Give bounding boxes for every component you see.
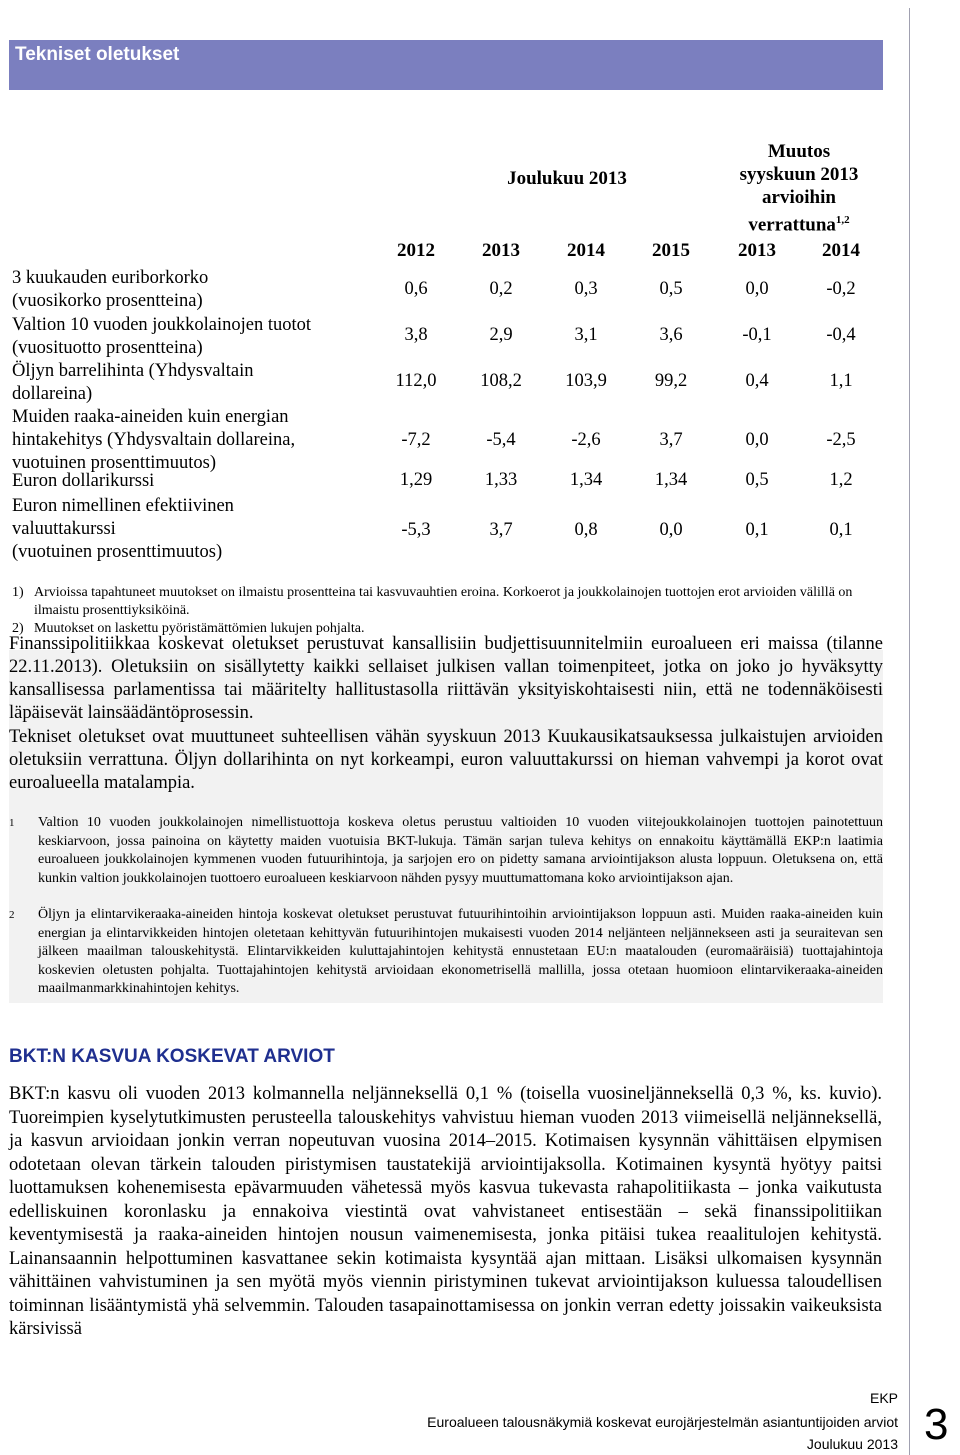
table-cell: -5,3	[401, 520, 431, 540]
table-cell: 2,9	[489, 325, 513, 345]
header-change-line: syyskuun 2013	[739, 164, 859, 185]
year-header: 2014	[822, 240, 860, 261]
table-cell: 99,2	[654, 371, 688, 391]
box-footnote: 2 Öljyn ja elintarvikeraaka-aineiden hintoja koskevat oletukset perustuvat futuurihintoihin arviointijakson loppuun asti. Muiden raaka-aineiden kuin energian ja elintarvikkeiden hintojen oletetaan kehittyvän futuurihintojen mukaisesti vuoden 2014 neljänteen neljännekseen asti ja seuraitevan sen jälkeen maailman talouskehitystä. Elintarvikkeiden kuluttajahintojen kehitystä ennustetaan EU:n maatalouden (euromaäräisiä) tuottajahintoja koskevien oletusten pohjalta. Tuottajahintojen kehitystä arvioidaan ekonometrisellä mallilla, jossa otetaan huomioon elintarvikeraaka-aineiden maailmanmarkkinahintojen kehitys.	[9, 907, 883, 996]
table-cell: 0,0	[745, 430, 769, 450]
box-paragraph: Tekniset oletukset ovat muuttuneet suhteellisen vähän syyskuun 2013 Kuukausikatsauksessa julkaistujen arvioiden oletuksiin verrattuna. Öljyn dollarihinta on nyt korkeampi, euron valuuttakurssi on hieman vahvempi ja korot ovat euroalueella matalampia.	[9, 727, 883, 793]
table-cell: 3,8	[404, 325, 428, 345]
table-cell: -2,5	[826, 430, 856, 450]
table-cell: 1,29	[399, 470, 433, 490]
table-cell: 0,0	[659, 520, 683, 540]
section-heading: BKT:N KASVUA KOSKEVAT ARVIOT	[9, 1046, 335, 1067]
row-label: Euron dollarikurssi	[12, 471, 155, 491]
table-cell: 112,0	[395, 371, 437, 391]
year-header: 2015	[652, 240, 690, 261]
table-cell: 1,1	[829, 371, 853, 391]
year-header: 2012	[397, 240, 435, 261]
footer-org: EKP	[869, 1390, 898, 1406]
table-cell: 0,8	[574, 520, 598, 540]
header-december: Joulukuu 2013	[507, 168, 627, 189]
table-cell: 3,7	[659, 430, 683, 450]
assumptions-table	[9, 90, 883, 650]
table-cell: -0,4	[826, 325, 856, 345]
table-cell: -5,4	[486, 430, 516, 450]
table-cell: -0,1	[742, 325, 772, 345]
table-cell: 1,33	[484, 470, 518, 490]
row-label: Muiden raaka-aineiden kuin energian hintakehitys (Yhdysvaltain dollareina, vuotuinen prosenttimuutos)	[12, 407, 296, 473]
table-cell: 3,7	[489, 520, 513, 540]
table-cell: 0,4	[745, 371, 769, 391]
table-notes	[12, 584, 882, 638]
table-cell: 1,34	[654, 470, 688, 490]
table-cell: -2,6	[571, 430, 601, 450]
table-cell: 0,5	[659, 279, 683, 299]
table-cell: 0,2	[489, 279, 513, 299]
table-cell: 1,2	[829, 470, 853, 490]
technical-assumptions-box	[9, 40, 883, 1003]
table-cell: 103,9	[565, 371, 607, 391]
year-header: 2014	[567, 240, 605, 261]
header-change-sup: 1,2	[835, 214, 850, 226]
header-change	[724, 140, 874, 236]
margin-rule	[909, 8, 910, 1455]
table-cell: 0,1	[829, 520, 853, 540]
section-body: BKT:n kasvu oli vuoden 2013 kolmannella neljänneksellä 0,1 % (toisella vuosineljänneksellä 0,3 %, ks. kuvio). Tuoreimpien kyselytutkimusten perusteella talouskehitys vahvistuu hieman vuoden 2013 viimeisellä neljänneksellä, ja kasvun arvioidaan jonkin verran nopeutuvan vuosina 2014–2015. Kotimaisen kysynnän vähittäisen elpymisen odotetaan olevan tärkein talouden piristymisen taustatekijä arviointijaksolla. Kotimainen kysyntä hyötyy paitsi luottamuksen kohenemisesta epävarmuuden vähetessä myös kasvua tukevasta rahapolitiikasta – jonka vaikutusta edelliskuinen koronlasku ja ennakoiva viestintä ovat vahvistaneet entisestään – sekä finanssipolitiikan keventymisestä ja raaka-aineiden hintojen nousun vaimenemisesta, jonka pitäisi tukea reaalitulojen kehitystä. Lainansaannin helpottuminen kasvattanee sekin kotimaista kysyntää ajan mittaan. Lisäksi ulkomaisen kysynnän vähittäinen vahvistuminen ja sen myötä myös viennin piristyminen tukevat arviointijakson kuluessa taloudellisen toiminnan lisääntymistä yhä selvemmin. Talouden tasapainottamisessa on jonkin verran edetty joissakin vaikeuksista kärsivissä	[9, 1084, 882, 1339]
table-note: 1) Arvioissa tapahtuneet muutokset on ilmaistu prosentteina tai kasvuvauhtien eroina. Korkoerot ja joukkolainojen tuottojen erot arvioiden välillä on ilmaistu prosenttiyksiköinä.	[12, 585, 853, 618]
table-cell: 1,34	[569, 470, 603, 490]
table-cell: 0,1	[745, 520, 769, 540]
box-footnote: 1 Valtion 10 vuoden joukkolainojen nimellistuottoja koskeva oletus perustuu valtioiden 10 vuoden viitejoukkolainojen tuottojen painotettuun keskiarvoon, jossa painoina on käytetty maiden vuotuisia BKT-lukuja. Tämän sarjan tuleva kehitys on ennakoitu käyttämällä EKP:n laatimia euroalueen joukkolainojen kymmenen vuoden futuurihintoja, ja sarjojen ero on pidetty samana arviointijakson alusta loppuun. Oletuksena on, että kunkin valtion joukkolainojen tuottoero euroalueen keskiarvoon nähden pysyy muuttumattomana koko arviointijakson ajan.	[9, 815, 883, 886]
table-note: 2) Muutokset on laskettu pyöristämättömien lukujen pohjalta.	[12, 621, 365, 636]
table-cell: 108,2	[480, 371, 522, 391]
table-cell: 0,5	[745, 470, 769, 490]
table-cell: 0,3	[574, 279, 598, 299]
page-number: 3	[924, 1400, 949, 1449]
footer-date: Joulukuu 2013	[806, 1436, 898, 1452]
year-header: 2013	[738, 240, 776, 261]
row-label: Öljyn barrelihinta (Yhdysvaltain dollareina)	[12, 361, 254, 404]
table-cell: 3,6	[659, 325, 683, 345]
row-label: Euron nimellinen efektiivinen valuuttakurssi (vuotuinen prosenttimuutos)	[12, 496, 234, 562]
box-paragraph: Finanssipolitiikkaa koskevat oletukset perustuvat kansallisiin budjettisuunnitelmiin euroalueen eri maissa (tilanne 22.11.2013). Oletuksiin on sisällytetty kaikki sellaiset julkisen vallan toimenpiteet, jotka on joko jo hyväksytty kansallisessa parlamentissa tai määritelty hallitustasolla riittävän yksityiskohtaisesti niin, että ne todennäköisesti läpäisevät lainsäädäntöprosessin.	[9, 634, 883, 723]
table-cell: 0,0	[745, 279, 769, 299]
table-cell: 3,1	[574, 325, 598, 345]
table-cell: -0,2	[826, 279, 856, 299]
year-header: 2013	[482, 240, 520, 261]
header-change-line: Muutos	[767, 141, 831, 162]
header-change-line: verrattuna	[748, 214, 836, 236]
box-title: Tekniset oletukset	[9, 40, 883, 90]
row-label: Valtion 10 vuoden joukkolainojen tuotot (vuosituotto prosentteina)	[12, 315, 312, 358]
footer-publication: Euroalueen talousnäkymiä koskevat eurojärjestelmän asiantuntijoiden arviot	[427, 1414, 898, 1430]
table-cell: 0,6	[404, 279, 428, 299]
row-label: 3 kuukauden euriborkorko (vuosikorko prosentteina)	[12, 268, 209, 311]
table-cell: -7,2	[401, 430, 431, 450]
header-change-line: arvioihin	[762, 187, 836, 208]
